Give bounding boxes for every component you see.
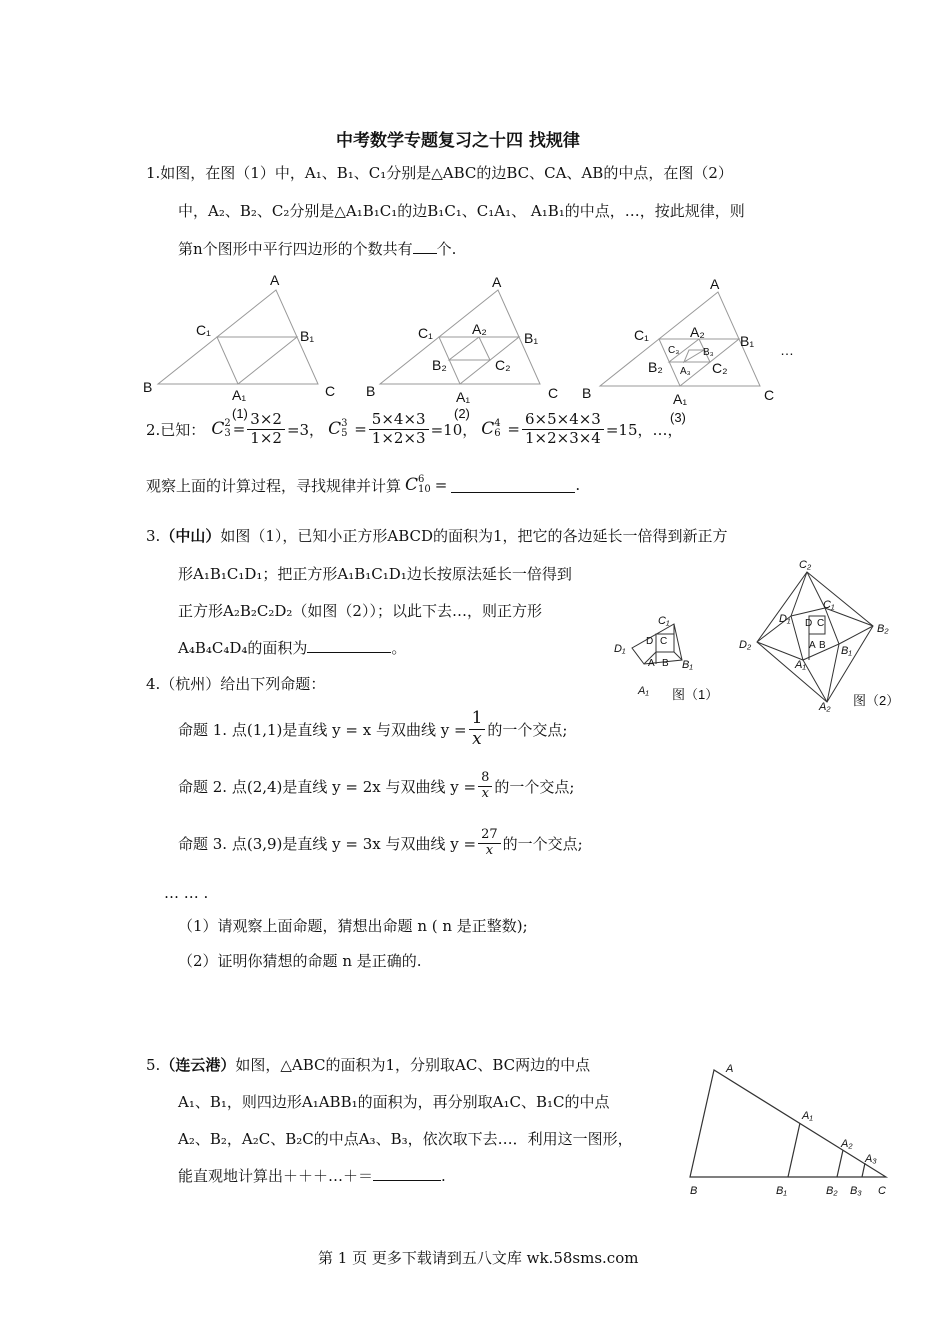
combination-symbol: C (328, 419, 342, 439)
label-B: B (690, 1185, 698, 1197)
sub: 10 (418, 484, 431, 495)
segment-a1b1 (788, 1123, 800, 1177)
q3-line4-end: 。 (391, 639, 407, 657)
label-A1: A₁ (795, 659, 806, 671)
label-B: B (366, 383, 376, 399)
label-B1: B₁ (300, 328, 315, 344)
q2-line2-text: 观察上面的计算过程，寻找规律并计算 (146, 476, 402, 495)
q3-fig1-caption: 图（1） (672, 687, 719, 702)
fraction (478, 828, 501, 859)
sub: 5 (341, 428, 348, 439)
label-B: B (819, 640, 826, 651)
result: =10， (430, 420, 478, 439)
label-A1: A₁ (638, 685, 649, 697)
label-C2: C₂ (495, 357, 511, 373)
triangle-a1b1c1-1 (217, 337, 297, 384)
segment-a2b2 (837, 1150, 843, 1177)
label-A3: A₃ (865, 1153, 877, 1165)
label-C1: C₁ (658, 615, 670, 627)
label-C1: C₁ (823, 599, 835, 611)
q4-proposition-1 (178, 706, 567, 752)
q3-fig2-caption: 图（2） (853, 693, 900, 708)
combination-indices (494, 419, 500, 439)
label-B: B (143, 379, 153, 395)
q1-figure-2 (380, 290, 540, 384)
label-B1: B₁ (682, 659, 693, 671)
label-C3: C₃ (668, 345, 680, 356)
numerator: 1 (469, 709, 486, 730)
q5-line1 (146, 1054, 590, 1075)
q3-prefix: 3. (146, 527, 161, 545)
q1-line2: 中，A₂、B₂、C₂分别是△A₁B₁C₁的边B₁C₁、C₁A₁、 A₁B₁的中点，…，按此规律，则 (178, 202, 745, 220)
square-a2b2c2d2 (757, 572, 873, 702)
numerator: 27 (478, 828, 501, 844)
label-B2: B₂ (648, 359, 663, 375)
q3-line1-text: 如图（1），已知小正方形ABCD的面积为1，把它的各边延长一倍得到新正方 (220, 527, 728, 545)
label-D: D (805, 618, 813, 629)
q5-source: （连云港） (160, 1056, 236, 1074)
label-A: A (710, 276, 720, 292)
q3-source: （中山） (160, 527, 221, 545)
label-C2: C₂ (712, 360, 728, 376)
label-A: A (492, 274, 502, 290)
fraction (469, 709, 486, 749)
q4-proposition-2 (178, 766, 574, 806)
segment-a3b3 (862, 1163, 865, 1177)
label-A1: A₁ (232, 387, 247, 403)
sup: 6 (418, 474, 425, 485)
q3-line2: 形A₁B₁C₁D₁；把正方形A₁B₁C₁D₁边长按原法延长一倍得到 (178, 565, 572, 583)
q2-end: . (575, 476, 581, 494)
label-B: B (662, 658, 669, 669)
fraction (369, 411, 429, 447)
label-B3: B₃ (703, 347, 714, 358)
triangle-a3b3c3-3 (684, 350, 704, 362)
q2-prefix: 2.已知： (146, 420, 206, 439)
label-C1: C₁ (418, 325, 433, 341)
q5-line4-text: 能直观地计算出＋＋＋…＋＝ (178, 1167, 374, 1185)
label-C2: C₂ (799, 559, 812, 571)
numerator: 6×5×4×3 (522, 411, 604, 429)
q3-answer-blank[interactable] (307, 638, 391, 653)
numerator: 5×4×3 (369, 411, 429, 429)
label-C: C (764, 387, 775, 403)
q5-answer-blank[interactable] (373, 1166, 441, 1181)
label-B1: B₁ (524, 330, 539, 346)
sup: 2 (224, 418, 231, 429)
q1-line3 (178, 238, 456, 259)
q4-p1-end: 的一个交点; (487, 720, 568, 739)
label-D1: D₁ (614, 643, 626, 655)
label-D: D (646, 636, 654, 647)
q5-prefix: 5. (146, 1056, 161, 1074)
denominator: 1×2 (250, 428, 282, 447)
label-A: A (648, 658, 655, 669)
combination-symbol: C (481, 419, 495, 439)
q1-figure-1 (158, 290, 318, 384)
label-D1: D₁ (779, 613, 791, 625)
denominator: 1×2×3 (371, 428, 426, 447)
label-C: C (325, 383, 336, 399)
label-C: C (878, 1185, 886, 1197)
label-B2: B₂ (826, 1185, 838, 1197)
label-C1: C₁ (634, 327, 649, 343)
q4-intro: 4.（杭州）给出下列命题： (146, 675, 326, 693)
q4-p3-text: 命题 3. 点(3,9)是直线 y = 3x 与双曲线 y = (178, 834, 477, 853)
combination-indices (341, 419, 347, 439)
q1-line1: 1.如图，在图（1）中，A₁、B₁、C₁分别是△ABC的边BC、CA、AB的中点，在图（2） (146, 164, 733, 182)
q4-p2-end: 的一个交点; (494, 777, 575, 796)
sub: 3 (224, 428, 231, 439)
q2-line2 (146, 470, 580, 500)
q4-proposition-3 (178, 823, 583, 863)
q3-line3: 正方形A₂B₂C₂D₂（如图（2））；以此下去…，则正方形 (178, 602, 542, 620)
q3-line1 (146, 525, 728, 546)
q3-line4 (178, 637, 406, 658)
fraction (247, 411, 285, 447)
q2-answer-blank[interactable] (451, 478, 575, 493)
q1-line3-end: 个. (436, 240, 457, 258)
label-A1: A₁ (673, 391, 688, 407)
label-B3: B₃ (850, 1185, 862, 1197)
label-A: A (809, 640, 816, 651)
q5-figure (680, 1056, 900, 1204)
numerator: 8 (478, 771, 492, 787)
q4-dots: … … . (164, 884, 209, 902)
q4-ask-2: （2）证明你猜想的命题 n 是正确的. (178, 952, 422, 970)
denominator: x (481, 785, 489, 801)
label-B1: B₁ (740, 333, 755, 349)
label-A2: A₂ (690, 324, 705, 340)
combination-symbol: C (211, 419, 225, 439)
triangle-abc (690, 1070, 886, 1177)
label-C: C (660, 636, 668, 647)
denominator: x (485, 842, 494, 858)
combination-symbol: C (405, 475, 419, 495)
label-A2: A₂ (472, 321, 487, 337)
q5-line2: A₁、B₁，则四边形A₁ABB₁的面积为，再分别取A₁C、B₁C的中点 (178, 1093, 610, 1111)
sup: 4 (494, 418, 501, 429)
label-C1: C₁ (196, 322, 211, 338)
label-D2: D₂ (739, 639, 752, 651)
result: =3， (286, 420, 325, 439)
equals: = (434, 476, 448, 494)
fig-number-1: (1) (232, 406, 248, 421)
q2-line1: 2.已知： C 2 3 = $\frac{3\times 2}{1\times 2}$ =3， C 3 5 = $\frac{5\times 4\times 3}{1\times 2\times 3}$ =10， C 4 6 = $\frac{6\times 5\times 4\times 3}{1\times 2\times 3\times 4}$ =15，…， (146, 410, 683, 447)
combination-indices (418, 475, 431, 495)
label-A: A (726, 1063, 734, 1075)
triangle-a2b2c2-2 (449, 337, 490, 360)
label-A2: A₂ (819, 701, 831, 713)
label-A1: A₁ (802, 1110, 813, 1122)
label-A2: A₂ (841, 1138, 853, 1150)
fig-number-3: (3) (670, 410, 686, 425)
q4-ask-1: （1）请观察上面命题，猜想出命题 n ( n 是正整数); (178, 917, 528, 935)
q3-line4-text: A₄B₄C₄D₄的面积为 (178, 639, 308, 657)
ellipsis: … (780, 342, 794, 358)
q5-line4 (178, 1165, 446, 1186)
q5-line3: A₂、B₂，A₂C、B₂C的中点A₃、B₃，依次取下去…．利用这一图形， (178, 1130, 633, 1148)
q1-line3-text: 第n个图形中平行四边形的个数共有 (178, 240, 413, 258)
sub: 6 (494, 428, 501, 439)
label-B: B (582, 385, 592, 401)
label-C: C (817, 618, 825, 629)
q1-figures (140, 268, 820, 410)
label-C: C (548, 385, 559, 401)
result: =15，…， (605, 420, 683, 439)
q4-p2-text: 命题 2. 点(2,4)是直线 y = 2x 与双曲线 y = (178, 777, 477, 796)
q4-p1-text: 命题 1. 点(1,1)是直线 y = x 与双曲线 y = (178, 720, 467, 739)
label-B2: B₂ (432, 357, 447, 373)
label-B1: B₁ (841, 645, 852, 657)
denominator: 1×2×3×4 (524, 428, 601, 447)
q4-p3-end: 的一个交点; (502, 834, 583, 853)
label-A: A (270, 272, 280, 288)
fraction (478, 771, 492, 802)
label-A3: A₃ (680, 366, 691, 377)
label-A1: A₁ (456, 389, 471, 405)
combination-indices (224, 419, 230, 439)
page-title: 中考数学专题复习之十四 找规律 (336, 131, 580, 151)
denominator: x (472, 728, 482, 749)
sup: 3 (341, 418, 348, 429)
q5-line4-end: . (441, 1167, 446, 1185)
page-footer: 第 1 页 更多下载请到五八文库 wk.58sms.com (318, 1249, 639, 1267)
q1-answer-blank[interactable] (413, 239, 437, 254)
numerator: 3×2 (247, 411, 285, 429)
q5-line1-text: 如图，△ABC的面积为1，分别取AC、BC两边的中点 (235, 1056, 591, 1074)
fraction (522, 411, 604, 447)
label-B1: B₁ (776, 1185, 787, 1197)
label-B2: B₂ (877, 623, 889, 635)
fig-number-2: (2) (454, 406, 470, 421)
